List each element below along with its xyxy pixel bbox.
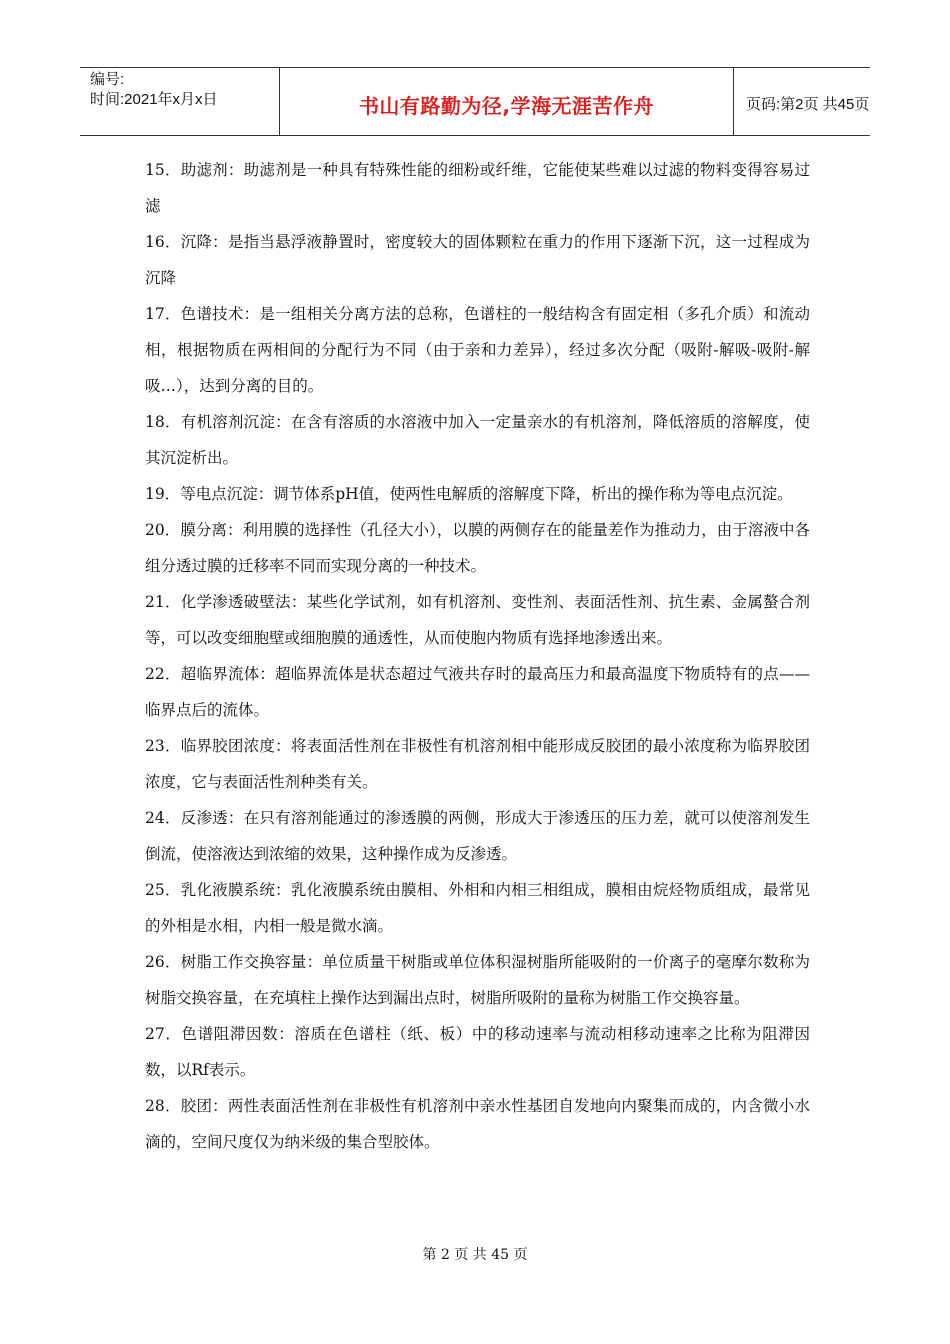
header-page-number: 页码:第2页 共45页	[746, 96, 870, 113]
glossary-entry-19: 19．等电点沉淀：调节体系pH值，使两性电解质的溶解度下降，析出的操作称为等电点沉淀。	[145, 485, 793, 503]
glossary-entry-15: 15．助滤剂：助滤剂是一种具有特殊性能的细粉或纤维，它能使某些难以过滤的物料变得容易过滤	[145, 161, 810, 215]
glossary-entry-17: 17．色谱技术：是一组相关分离方法的总称，色谱柱的一般结构含有固定相（多孔介质）和流动相，根据物质在两相间的分配行为不同（由于亲和力差异），经过多次分配（吸附-解吸-吸附-解吸…），达到分离的目的。	[145, 305, 810, 395]
page-header	[80, 67, 870, 136]
glossary-entry-25: 25．乳化液膜系统：乳化液膜系统由膜相、外相和内相三相组成，膜相由烷烃物质组成，最常见的外相是水相，内相一般是微水滴。	[145, 881, 810, 935]
glossary-entry-22: 22．超临界流体：超临界流体是状态超过气液共存时的最高压力和最高温度下物质特有的点——临界点后的流体。	[145, 665, 810, 719]
glossary-entry-24: 24．反渗透：在只有溶剂能通过的渗透膜的两侧，形成大于渗透压的压力差，就可以使溶剂发生倒流，使溶液达到浓缩的效果，这种操作成为反渗透。	[145, 809, 810, 863]
glossary-entry-18: 18．有机溶剂沉淀：在含有溶质的水溶液中加入一定量亲水的有机溶剂，降低溶质的溶解度，使其沉淀析出。	[145, 413, 810, 467]
glossary-entry-28: 28．胶团：两性表面活性剂在非极性有机溶剂中亲水性基团自发地向内聚集而成的，内含微小水滴的，空间尺度仅为纳米级的集合型胶体。	[145, 1097, 810, 1151]
glossary-entry-26: 26．树脂工作交换容量：单位质量干树脂或单位体积湿树脂所能吸附的一价离子的毫摩尔数称为树脂交换容量，在充填柱上操作达到漏出点时，树脂所吸附的量称为树脂工作交换容量。	[145, 953, 810, 1007]
glossary-entry-20: 20．膜分离：利用膜的选择性（孔径大小），以膜的两侧存在的能量差作为推动力，由于溶液中各组分透过膜的迁移率不同而实现分离的一种技术。	[145, 521, 810, 575]
page-footer	[0, 1244, 950, 1264]
glossary-entry-16: 16．沉降：是指当悬浮液静置时，密度较大的固体颗粒在重力的作用下逐渐下沉，这一过程成为沉降	[145, 233, 810, 287]
document-code-label: 编号:	[90, 71, 125, 88]
header-motto-cell	[280, 68, 734, 135]
glossary-entry-27: 27．色谱阻滞因数：溶质在色谱柱（纸、板）中的移动速率与流动相移动速率之比称为阻滞因数，以Rf表示。	[145, 1025, 810, 1079]
header-page-cell	[734, 68, 870, 135]
header-meta-cell	[80, 68, 280, 135]
glossary-entry-21: 21．化学渗透破壁法：某些化学试剂，如有机溶剂、变性剂、表面活性剂、抗生素、金属螯合剂等，可以改变细胞壁或细胞膜的通透性，从而使胞内物质有选择地渗透出来。	[145, 593, 810, 647]
document-time-label: 时间:2021年x月x日	[90, 91, 218, 108]
glossary-content	[145, 152, 810, 1160]
glossary-entry-23: 23．临界胶团浓度：将表面活性剂在非极性有机溶剂相中能形成反胶团的最小浓度称为临界胶团浓度，它与表面活性剂种类有关。	[145, 737, 810, 791]
footer-page-number: 第 2 页 共 45 页	[422, 1247, 528, 1263]
header-motto: 书山有路勤为径,学海无涯苦作舟	[358, 94, 655, 118]
